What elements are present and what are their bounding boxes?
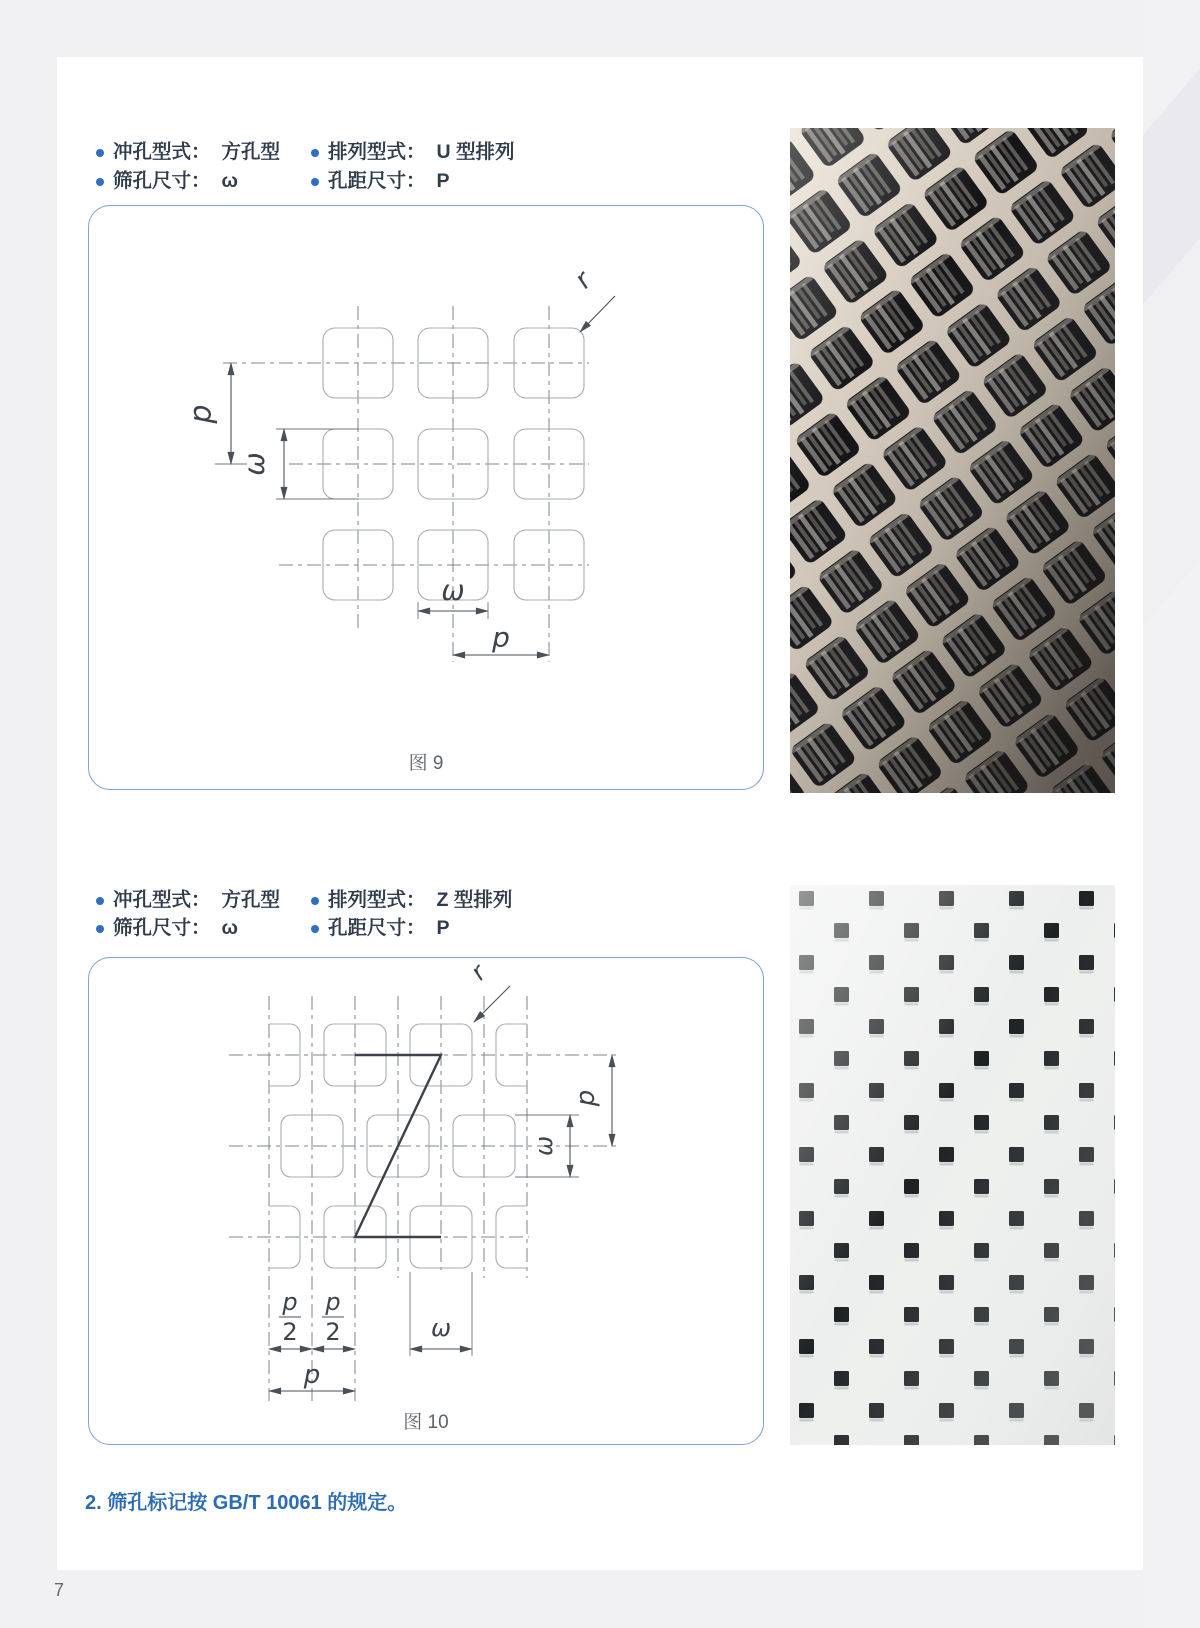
photo-square-hole-metal [790,128,1115,793]
spec-hole-size-1 [96,170,238,193]
dim-label-r: r [464,958,492,986]
margin-chevron-decoration [1143,0,1200,1628]
bullet-icon [96,149,104,157]
spec-label: 冲孔型式： [113,141,211,163]
bullet-icon [311,897,319,905]
dim-label-p-vertical: p [184,404,219,424]
bullet-icon [311,149,319,157]
dim-label-2-2: 2 [325,1318,341,1346]
spec-label: 孔距尺寸： [328,917,426,939]
spec-value: P [436,170,450,192]
spec-hole-size-2 [96,917,238,940]
dim-label-omega-horizontal: ω [441,574,465,607]
spec-arrangement-1 [311,141,515,164]
spec-value: Z 型排列 [436,889,513,911]
spec-value: ω [221,917,238,939]
dim-label-omega-horizontal: ω [430,1314,452,1342]
spec-label: 排列型式： [328,889,426,911]
page-number: 7 [54,1580,65,1600]
figure-9-caption: 图 9 [408,753,444,774]
dim-label-p-horizontal: p [492,621,510,654]
figure-9-box [88,205,764,790]
dim-label-omega-vertical: ω [238,452,271,476]
spec-value: P [436,917,450,939]
bullet-icon [96,178,104,186]
dim-label-p-half-2: p [325,1288,341,1316]
spec-punch-type-1 [96,141,280,164]
spec-punch-type-2 [96,889,280,912]
bullet-icon [96,925,104,933]
spec-value: 方孔型 [221,141,281,163]
spec-pitch-1 [311,170,450,193]
spec-value: ω [221,170,238,192]
dim-label-r: r [568,265,598,295]
spec-label: 冲孔型式： [113,889,211,911]
dim-label-p-half-1: p [282,1288,298,1316]
photo-staggered-square-panel [790,885,1115,1445]
spec-label: 排列型式： [328,141,426,163]
spec-label: 筛孔尺寸： [113,170,211,192]
bullet-icon [311,178,319,186]
dim-label-p-vertical: p [571,1089,601,1107]
figure-10-caption: 图 10 [403,1412,449,1433]
spec-value: U 型排列 [436,141,515,163]
spec-value: 方孔型 [221,889,281,911]
spec-label: 筛孔尺寸： [113,917,211,939]
spec-label: 孔距尺寸： [328,170,426,192]
figure-10-box [88,957,764,1445]
figure-10-drawing [89,958,763,1444]
spec-arrangement-2 [311,889,512,912]
bullet-icon [311,925,319,933]
dim-label-2-1: 2 [282,1318,298,1346]
dim-label-omega-vertical: ω [530,1135,558,1157]
bullet-icon [96,897,104,905]
figure-9-drawing [89,206,763,789]
spec-pitch-2 [311,917,450,940]
dim-label-p-horizontal: p [303,1360,321,1390]
note-gbt-standard: 2. 筛孔标记按 GB/T 10061 的规定。 [85,1492,408,1514]
chevron-shape-dark [1143,0,1200,1628]
